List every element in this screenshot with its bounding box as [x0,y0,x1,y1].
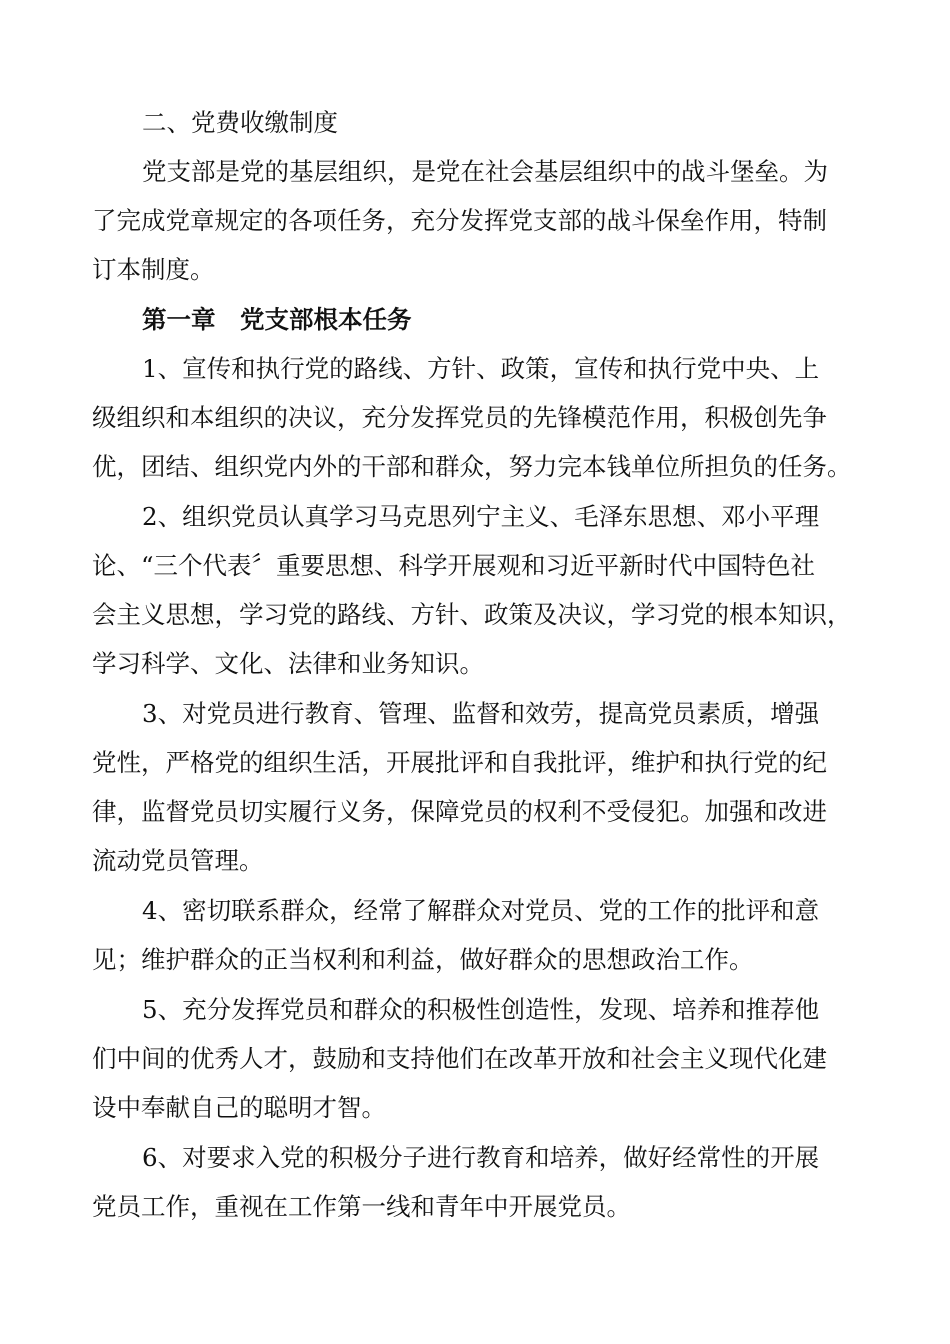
item-line: 3、对党员进行教育、管理、监督和效劳，提高党员素质，增强 [142,699,820,728]
item-line: 级组织和本组织的决议，充分发挥党员的先锋模范作用，积极创先争 [92,403,827,432]
item-line: 6、对要求入党的积极分子进行教育和培养，做好经常性的开展 [142,1143,820,1172]
item-line: 1、宣传和执行党的路线、方针、政策，宣传和执行党中央、上 [142,354,820,383]
item-line: 党员工作，重视在工作第一线和青年中开展党员。 [92,1192,631,1221]
intro-line: 党支部是党的基层组织，是党在社会基层组织中的战斗堡垒。为 [142,157,828,186]
item-line: 2、组织党员认真学习马克思列宁主义、毛泽东思想、邓小平理 [142,502,820,531]
item-line: 4、密切联系群众，经常了解群众对党员、党的工作的批评和意 [142,896,820,925]
item-line: 见；维护群众的正当权利和利益，做好群众的思想政治工作。 [92,945,754,974]
item-line: 论、“三个代表〞重要思想、科学开展观和习近平新时代中国特色社 [92,551,816,580]
item-line: 学习科学、文化、法律和业务知识。 [92,649,484,678]
item-line: 优，团结、组织党内外的干部和群众，努力完本钱单位所担负的任务。 [92,452,852,481]
item-line: 律，监督党员切实履行义务，保障党员的权利不受侵犯。加强和改进 [92,797,827,826]
chapter-title: 第一章 党支部根本任务 [142,305,412,334]
item-line: 党性，严格党的组织生活，开展批评和自我批评，维护和执行党的纪 [92,748,827,777]
intro-line: 订本制度。 [92,255,215,284]
item-line: 们中间的优秀人才，鼓励和支持他们在改革开放和社会主义现代化建 [92,1044,827,1073]
item-line: 会主义思想，学习党的路线、方针、政策及决议，学习党的根本知识， [92,600,852,629]
intro-line: 了完成党章规定的各项任务，充分发挥党支部的战斗保垒作用，特制 [92,206,827,235]
item-line: 流动党员管理。 [92,846,264,875]
item-line: 5、充分发挥党员和群众的积极性创造性，发现、培养和推荐他 [142,995,820,1024]
section-title: 二、党费收缴制度 [142,108,338,137]
item-line: 设中奉献自己的聪明才智。 [92,1093,386,1122]
